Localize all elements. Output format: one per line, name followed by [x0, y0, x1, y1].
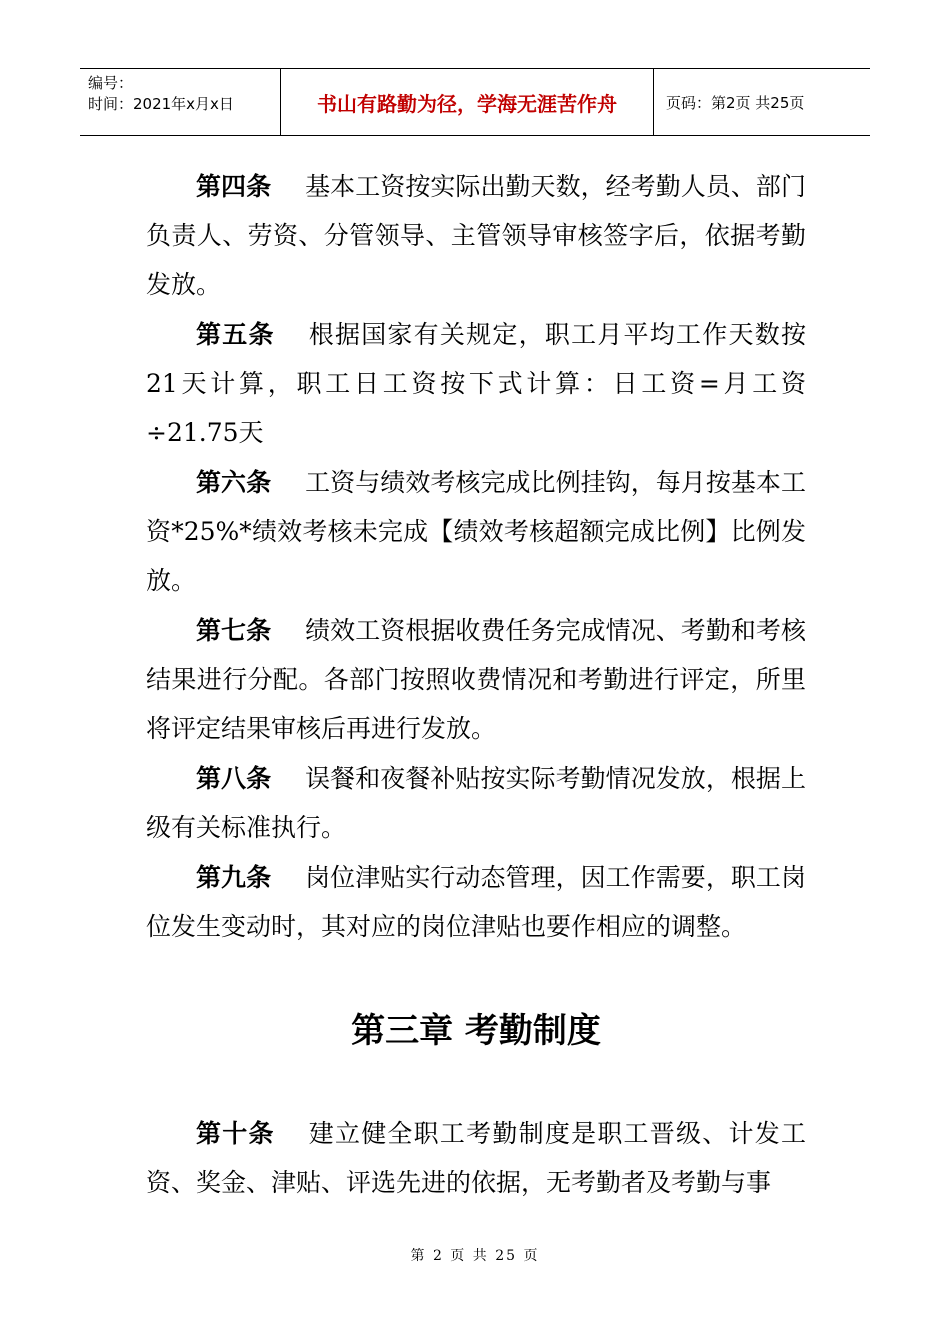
article-number: 第九条 — [196, 863, 272, 892]
articles-group-a — [146, 162, 806, 951]
article-number: 第五条 — [196, 320, 275, 349]
article-paragraph — [146, 754, 806, 852]
article-paragraph — [146, 162, 806, 309]
articles-group-b — [146, 1109, 806, 1207]
page-footer: 第 2 页 共 25 页 — [410, 1248, 540, 1264]
article-text: 工资与绩效考核完成比例挂钩，每月按基本工资*25%*绩效考核未完成【绩效考核超额完成比例】比例发放。 — [146, 468, 806, 595]
article-text: 绩效工资根据收费任务完成情况、考勤和考核结果进行分配。各部门按照收费情况和考勤进行评定，所里将评定结果审核后再进行发放。 — [146, 616, 806, 743]
article-text: 岗位津贴实行动态管理，因工作需要，职工岗位发生变动时，其对应的岗位津贴也要作相应的调整。 — [146, 863, 806, 941]
article-paragraph — [146, 458, 806, 605]
article-number: 第六条 — [196, 468, 272, 497]
chapter-title: 第三章 考勤制度 — [351, 1011, 601, 1051]
article-paragraph — [146, 310, 806, 457]
article-number: 第十条 — [196, 1119, 275, 1148]
article-paragraph — [146, 606, 806, 753]
article-paragraph — [146, 853, 806, 951]
article-text: 建立健全职工考勤制度是职工晋级、计发工资、奖金、津贴、评选先进的依据，无考勤者及考勤与事 — [146, 1119, 806, 1197]
header-motto: 书山有路勤为径，学海无涯苦作舟 — [281, 69, 654, 135]
article-number: 第八条 — [196, 764, 272, 793]
article-text: 基本工资按实际出勤天数，经考勤人员、部门负责人、劳资、分管领导、主管领导审核签字后，依据考勤发放。 — [146, 172, 806, 299]
document-body — [146, 162, 806, 1208]
article-number: 第七条 — [196, 616, 272, 645]
article-number: 第四条 — [196, 172, 272, 201]
page-header — [80, 68, 870, 136]
document-date: 时间：2021年x月x日 — [88, 95, 234, 113]
article-paragraph — [146, 1109, 806, 1207]
document-number-label: 编号： — [88, 74, 134, 92]
header-meta — [80, 69, 281, 135]
article-text: 误餐和夜餐补贴按实际考勤情况发放，根据上级有关标准执行。 — [146, 764, 806, 842]
header-page-info: 页码：第2页 共25页 — [666, 93, 805, 112]
article-text: 根据国家有关规定，职工月平均工作天数按21天计算，职工日工资按下式计算：日工资=月工资÷21.75天 — [146, 320, 806, 447]
